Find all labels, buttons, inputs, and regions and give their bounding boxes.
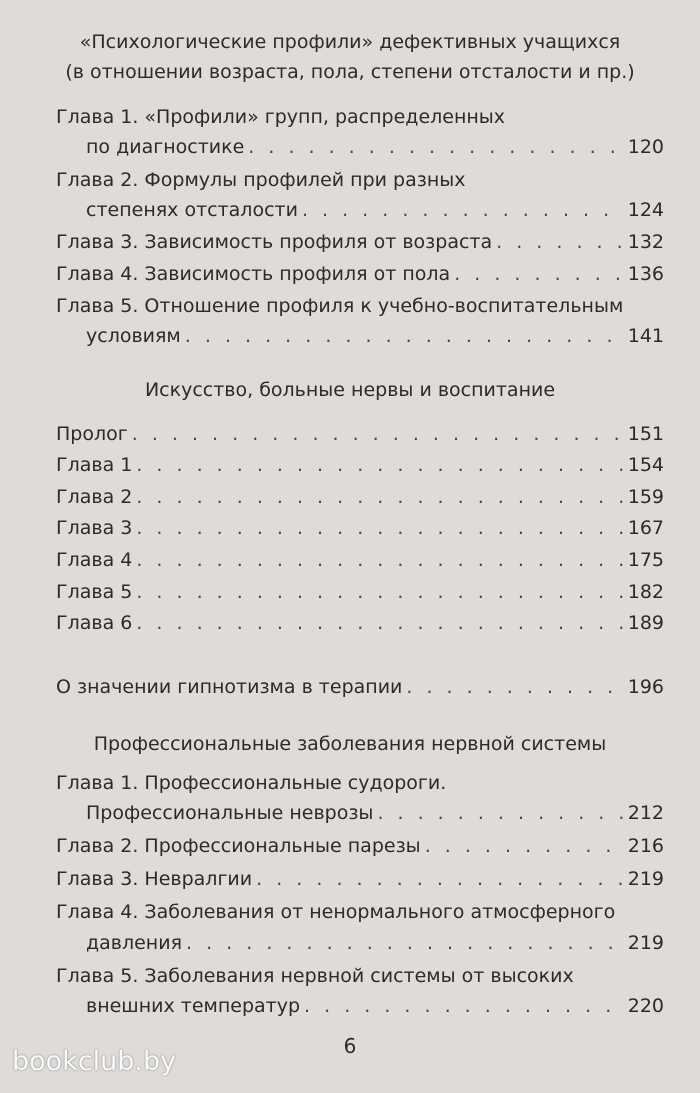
toc-page-number: 220 xyxy=(627,995,664,1017)
toc-entry-label: Глава 3. Зависимость профиля от возраста xyxy=(56,231,493,253)
toc-entry[interactable] xyxy=(56,673,664,701)
toc-entry-label: Глава 1 xyxy=(56,454,133,476)
toc-entry[interactable] xyxy=(86,196,664,224)
section-heading: Искусство, больные нервы и воспитание xyxy=(144,379,556,401)
toc-entry-label: Профессиональные неврозы xyxy=(86,802,374,824)
dot-leader xyxy=(136,514,623,542)
toc-entry-label: Глава 2 xyxy=(56,486,133,508)
toc-page-number: 189 xyxy=(627,612,664,634)
toc-page-number: 182 xyxy=(627,581,664,603)
toc-entry[interactable] xyxy=(86,799,664,827)
toc-entry[interactable] xyxy=(86,322,664,350)
toc-entry[interactable] xyxy=(56,228,664,256)
dot-leader xyxy=(256,865,624,893)
toc-entry-label: условиям xyxy=(86,325,181,347)
toc-entry[interactable] xyxy=(56,578,664,606)
toc-entry-title: Глава 5. Заболевания нервной системы от высоких xyxy=(56,965,574,987)
section-heading-line: (в отношении возраста, пола, степени отсталости и пр.) xyxy=(65,61,635,83)
toc-page-number: 212 xyxy=(627,802,664,824)
toc-entry-label: Глава 3. Невралгии xyxy=(56,868,253,890)
toc-page-number: 159 xyxy=(627,486,664,508)
dot-leader xyxy=(136,546,623,574)
toc-page-number: 136 xyxy=(627,263,664,285)
toc-entry[interactable] xyxy=(56,514,664,542)
toc-entry[interactable] xyxy=(86,133,664,161)
toc-page-number: 196 xyxy=(627,676,664,698)
dot-leader xyxy=(185,322,624,350)
toc-entry-title: Глава 2. Формулы профилей при разных xyxy=(56,169,466,191)
toc-entry-label: Глава 6 xyxy=(56,612,133,634)
toc-entry-label: давления xyxy=(86,932,183,954)
toc-entry-label: Глава 4. Зависимость профиля от пола xyxy=(56,263,451,285)
dot-leader xyxy=(186,929,624,957)
dot-leader xyxy=(136,451,623,479)
toc-entry-label: степенях отсталости xyxy=(86,199,298,221)
toc-page-number: 132 xyxy=(627,231,664,253)
watermark: bookclub.by xyxy=(12,1046,177,1077)
toc-entry-label: по диагностике xyxy=(86,136,245,158)
dot-leader xyxy=(496,228,624,256)
dot-leader xyxy=(425,832,624,860)
toc-page-number: 124 xyxy=(627,199,664,221)
toc-entry-title: Глава 4. Заболевания от ненормального атмосферного xyxy=(56,901,616,923)
toc-page-number: 167 xyxy=(627,517,664,539)
toc-entry[interactable] xyxy=(56,420,664,448)
section-heading: «Психологические профили» дефективных учащихся xyxy=(79,31,621,53)
page-number: 6 xyxy=(343,1034,357,1058)
toc-entry-title: Глава 1. «Профили» групп, распределенных xyxy=(56,106,506,128)
toc-entry[interactable] xyxy=(86,929,664,957)
toc-page-number: 151 xyxy=(627,423,664,445)
dot-leader xyxy=(132,420,624,448)
toc-entry-title: Глава 5. Отношение профиля к учебно-воспитательным xyxy=(56,295,624,317)
toc-entry-label: Глава 4 xyxy=(56,549,133,571)
toc-entry-label: Глава 5 xyxy=(56,581,133,603)
toc-entry[interactable] xyxy=(56,260,664,288)
toc-entry[interactable] xyxy=(56,609,664,637)
toc-page-number: 154 xyxy=(627,454,664,476)
toc-page-number: 175 xyxy=(627,549,664,571)
dot-leader xyxy=(406,673,623,701)
toc-entry-label: внешних температур xyxy=(86,995,301,1017)
toc-entry[interactable] xyxy=(86,992,664,1020)
dot-leader xyxy=(136,609,623,637)
dot-leader xyxy=(304,992,624,1020)
toc-entry[interactable] xyxy=(56,483,664,511)
toc-entry-label: Глава 2. Профессиональные парезы xyxy=(56,835,421,857)
toc-entry[interactable] xyxy=(56,451,664,479)
dot-leader xyxy=(302,196,624,224)
dot-leader xyxy=(136,578,623,606)
dot-leader xyxy=(248,133,623,161)
toc-page-number: 219 xyxy=(627,932,664,954)
toc-entry-label: Пролог xyxy=(56,423,128,445)
toc-page-number: 120 xyxy=(627,136,664,158)
dot-leader xyxy=(136,483,623,511)
toc-page-number: 141 xyxy=(627,325,664,347)
toc-page-number: 216 xyxy=(627,835,664,857)
toc-entry-title: Глава 1. Профессиональные судороги. xyxy=(56,772,447,794)
dot-leader xyxy=(377,799,623,827)
toc-entry[interactable] xyxy=(56,546,664,574)
section-heading: Профессиональные заболевания нервной системы xyxy=(93,733,607,755)
dot-leader xyxy=(454,260,624,288)
toc-page-number: 219 xyxy=(627,868,664,890)
toc-entry[interactable] xyxy=(56,832,664,860)
toc-entry[interactable] xyxy=(56,865,664,893)
toc-entry-label: О значении гипнотизма в терапии xyxy=(56,676,403,698)
toc-entry-label: Глава 3 xyxy=(56,517,133,539)
